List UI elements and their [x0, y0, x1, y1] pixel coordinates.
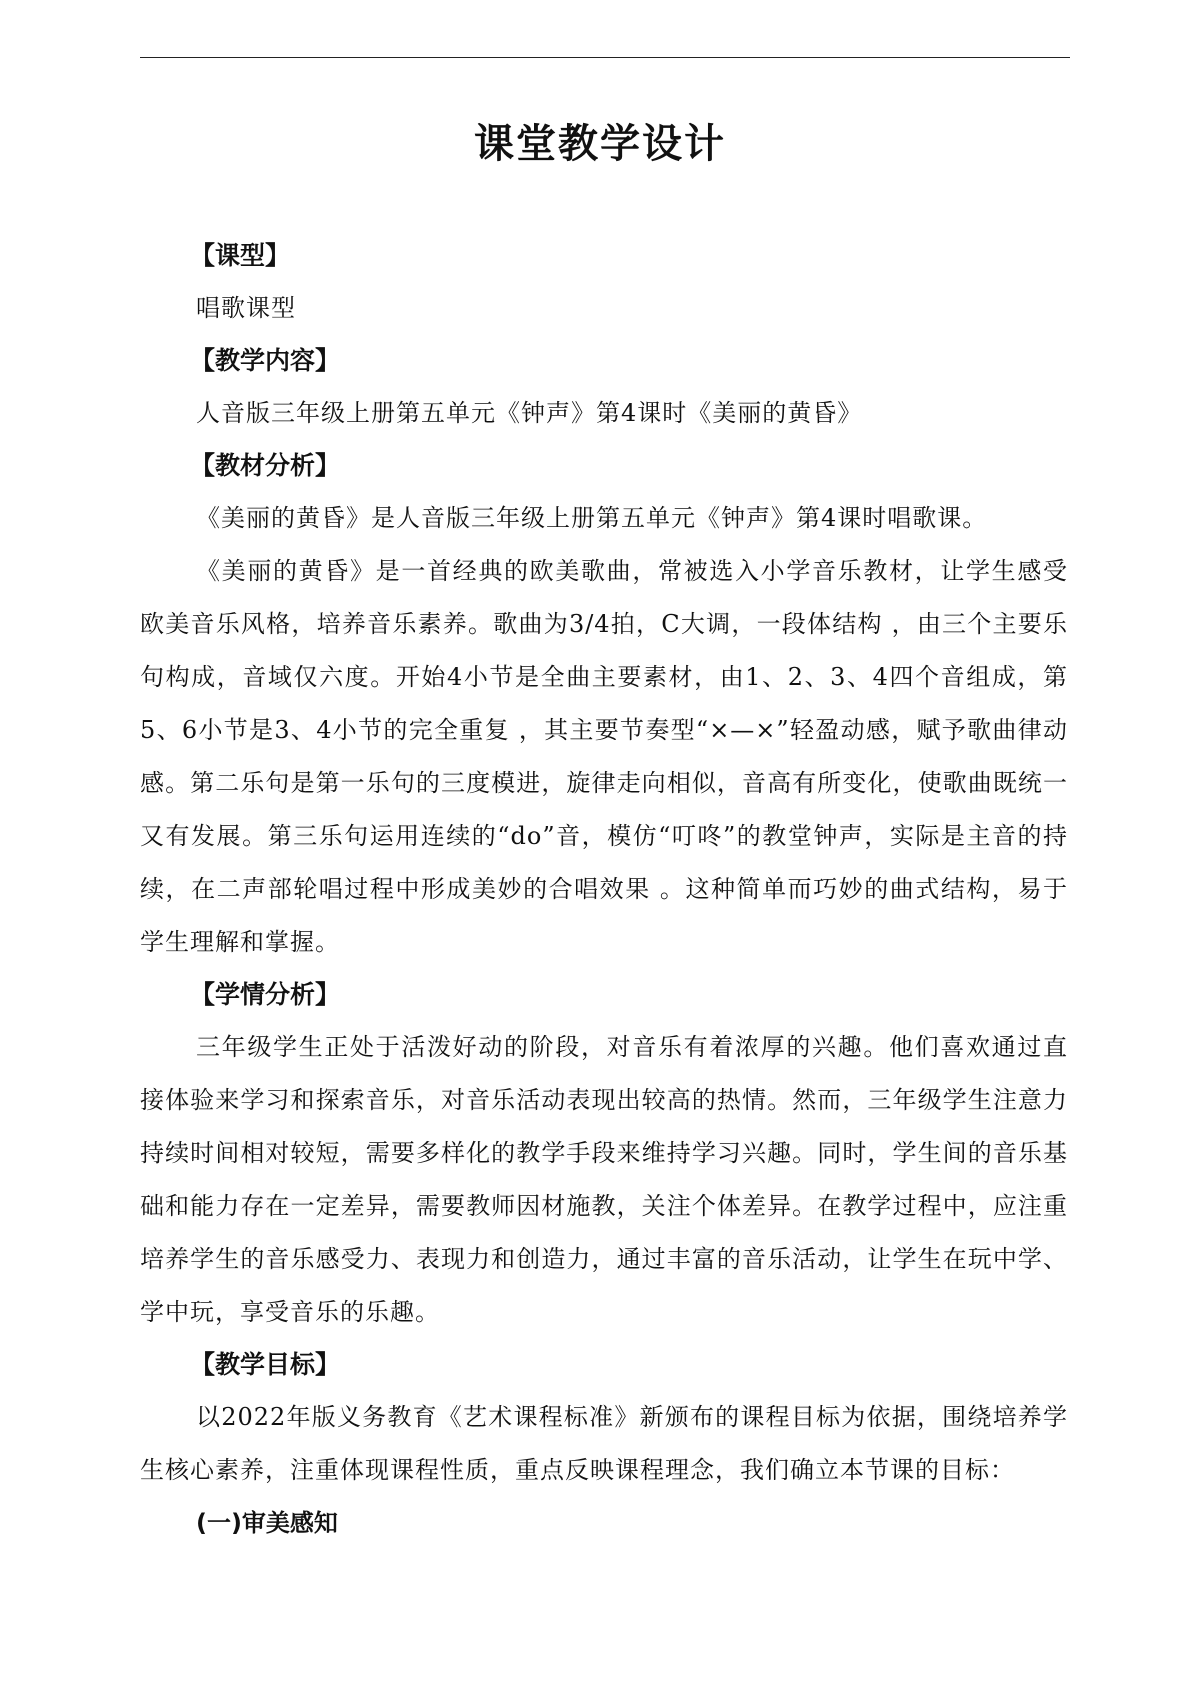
- section-heading-teaching-content: 【教学内容】: [190, 346, 341, 375]
- subheading-aesthetic-perception: (一)审美感知: [196, 1509, 338, 1537]
- paragraph-material-analysis-1: 《美丽的黄昏》是人音版三年级上册第五单元《钟声》第4课时唱歌课。: [196, 504, 988, 532]
- section-heading-teaching-goals: 【教学目标】: [190, 1350, 341, 1379]
- paragraph-teaching-content: 人音版三年级上册第五单元《钟声》第4课时《美丽的黄昏》: [196, 399, 863, 427]
- paragraph-teaching-goals: 以2022年版义务教育《艺术课程标准》新颁布的课程目标为依据，围绕培养学生核心素养，注重体现课程性质，重点反映课程理念，我们确立本节课的目标：: [140, 1403, 1068, 1484]
- page-title: 课堂教学设计: [474, 121, 726, 167]
- paragraph-lesson-type: 唱歌课型: [196, 294, 296, 322]
- section-heading-lesson-type: 【课型】: [190, 241, 291, 270]
- section-heading-material-analysis: 【教材分析】: [190, 451, 341, 480]
- document-body: [140, 230, 1068, 1550]
- paragraph-student-analysis: 三年级学生正处于活泼好动的阶段，对音乐有着浓厚的兴趣。他们喜欢通过直接体验来学习和探索音乐，对音乐活动表现出较高的热情。然而，三年级学生注意力持续时间相对较短，需要多样化的教学手段来维持学习兴趣。同时，学生间的音乐基础和能力存在一定差异，需要教师因材施教，关注个体差异。在教学过程中，应注重培养学生的音乐感受力、表现力和创造力，通过丰富的音乐活动，让学生在玩中学、学中玩，享受音乐的乐趣。: [140, 1033, 1068, 1326]
- paragraph-material-analysis-2: 《美丽的黄昏》是一首经典的欧美歌曲，常被选入小学音乐教材，让学生感受欧美音乐风格，培养音乐素养。歌曲为3/4拍，C大调，一段体结构 ，由三个主要乐句构成，音域仅六度。开始4小节是全曲主要素材，由1、2、3、4四个音组成，第5、6小节是3、4小节的完全重复 ，其主要节奏型“×—×”轻盈动感，赋予歌曲律动感。第二乐句是第一乐句的三度模进，旋律走向相似，音高有所变化，使歌曲既统一又有发展。第三乐句运用连续的“do”音，模仿“叮咚”的教堂钟声，实际是主音的持续，在二声部轮唱过程中形成美妙的合唱效果 。这种简单而巧妙的曲式结构，易于学生理解和掌握。: [140, 557, 1068, 956]
- header-rule: [140, 57, 1070, 58]
- section-heading-student-analysis: 【学情分析】: [190, 980, 341, 1009]
